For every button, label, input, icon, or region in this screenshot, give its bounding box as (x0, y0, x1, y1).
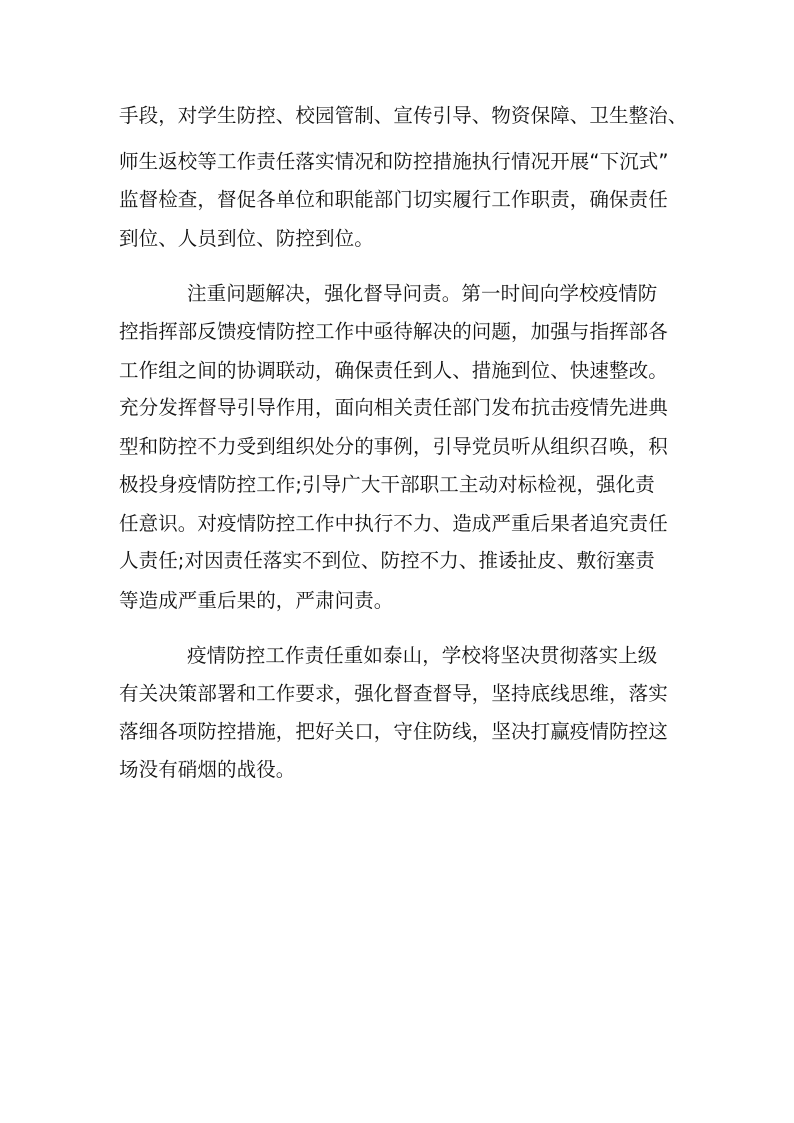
text-line: 到位、人员到位、防控到位。 (119, 227, 374, 250)
text-line: 师生返校等工作责任落实情况和防控措施执行情况开展“下沉式” (119, 150, 669, 173)
text-line: 监督检查，督促各单位和职能部门切实履行工作职责，确保责任 (119, 188, 668, 211)
paragraph-first-line: 注重问题解决，强化督导问责。第一时间向学校疫情防 (187, 282, 658, 305)
paragraph-first-line: 疫情防控工作责任重如泰山，学校将坚决贯彻落实上级 (187, 644, 658, 667)
text-line: 人责任;对因责任落实不到位、防控不力、推诿扯皮、敷衍塞责 (119, 549, 655, 572)
text-line: 控指挥部反馈疫情防控工作中亟待解决的问题，加强与指挥部各 (119, 320, 668, 343)
text-line: 任意识。对疫情防控工作中执行不力、造成严重后果者追究责任 (119, 512, 668, 535)
text-line: 场没有硝烟的战役。 (119, 758, 296, 781)
text-line: 工作组之间的协调联动，确保责任到人、措施到位、快速整改。 (119, 359, 668, 382)
text-line: 有关决策部署和工作要求，强化督查督导，坚持底线思维，落实 (119, 682, 668, 705)
text-line: 极投身疫情防控工作;引导广大干部职工主动对标检视，强化责 (119, 473, 655, 496)
text-line: 落细各项防控措施，把好关口，守住防线，坚决打赢疫情防控这 (119, 720, 668, 743)
text-line: 等造成严重后果的，严肃问责。 (119, 589, 394, 612)
text-line: 型和防控不力受到组织处分的事例，引导党员听从组织召唤，积 (119, 435, 668, 458)
text-line: 手段，对学生防控、校园管制、宣传引导、物资保障、卫生整治、 (119, 104, 688, 127)
text-line: 充分发挥督导引导作用，面向相关责任部门发布抗击疫情先进典 (119, 396, 668, 419)
